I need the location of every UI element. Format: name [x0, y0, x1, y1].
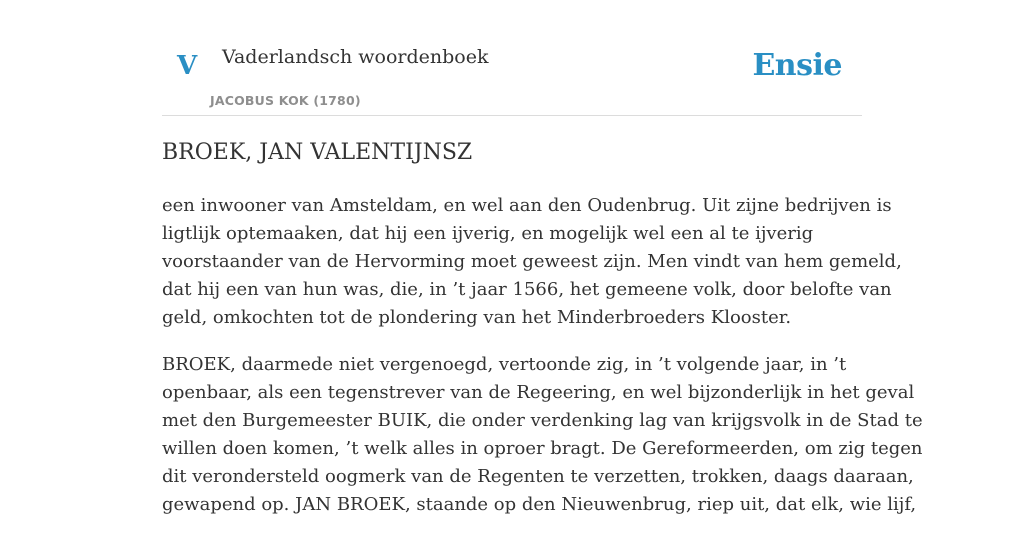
text-line: dit verondersteld oogmerk van de Regenten te verzetten, trokken, daags daaraan, [162, 466, 914, 487]
text-line: een inwooner van Amsteldam, en wel aan den Oudenbrug. Uit zijne bedrijven is [162, 195, 892, 216]
site-logo[interactable]: Ensie [752, 48, 842, 83]
book-logo-icon[interactable]: V [177, 51, 198, 81]
entry-paragraph [162, 351, 923, 519]
book-header [162, 0, 862, 116]
text-line: met den Burgemeester BUIK, die onder verdenking lag van krijgsvolk in de Stad te [162, 410, 923, 431]
text-line: gewapend op. JAN BROEK, staande op den Nieuwenbrug, riep uit, dat elk, wie lijf, [162, 494, 917, 515]
text-line: ligtlijk optemaaken, dat hij een ijverig, en mogelijk wel een al te ijverig [162, 223, 814, 244]
text-line: dat hij een van hun was, die, in ’t jaar 1566, het gemeene volk, door belofte van [162, 279, 892, 300]
entry-title: BROEK, JAN VALENTIJNSZ [162, 140, 473, 165]
text-line: voorstaander van de Hervorming moet geweest zijn. Men vindt van hem gemeld, [162, 251, 902, 272]
text-line: willen doen komen, ’t welk alles in oproer bragt. De Gereformeerden, om zig tegen [162, 438, 923, 459]
book-author: JACOBUS KOK (1780) [210, 93, 361, 108]
text-line: BROEK, daarmede niet vergenoegd, vertoonde zig, in ’t volgende jaar, in ’t [162, 354, 847, 375]
page [162, 0, 923, 515]
entry-body [162, 192, 923, 538]
book-title[interactable]: Vaderlandsch woordenboek [222, 46, 489, 68]
entry-paragraph [162, 192, 902, 332]
text-line: openbaar, als een tegenstrever van de Regeering, en wel bijzonderlijk in het geval [162, 382, 915, 403]
text-line: geld, omkochten tot de plondering van het Minderbroeders Klooster. [162, 307, 792, 328]
